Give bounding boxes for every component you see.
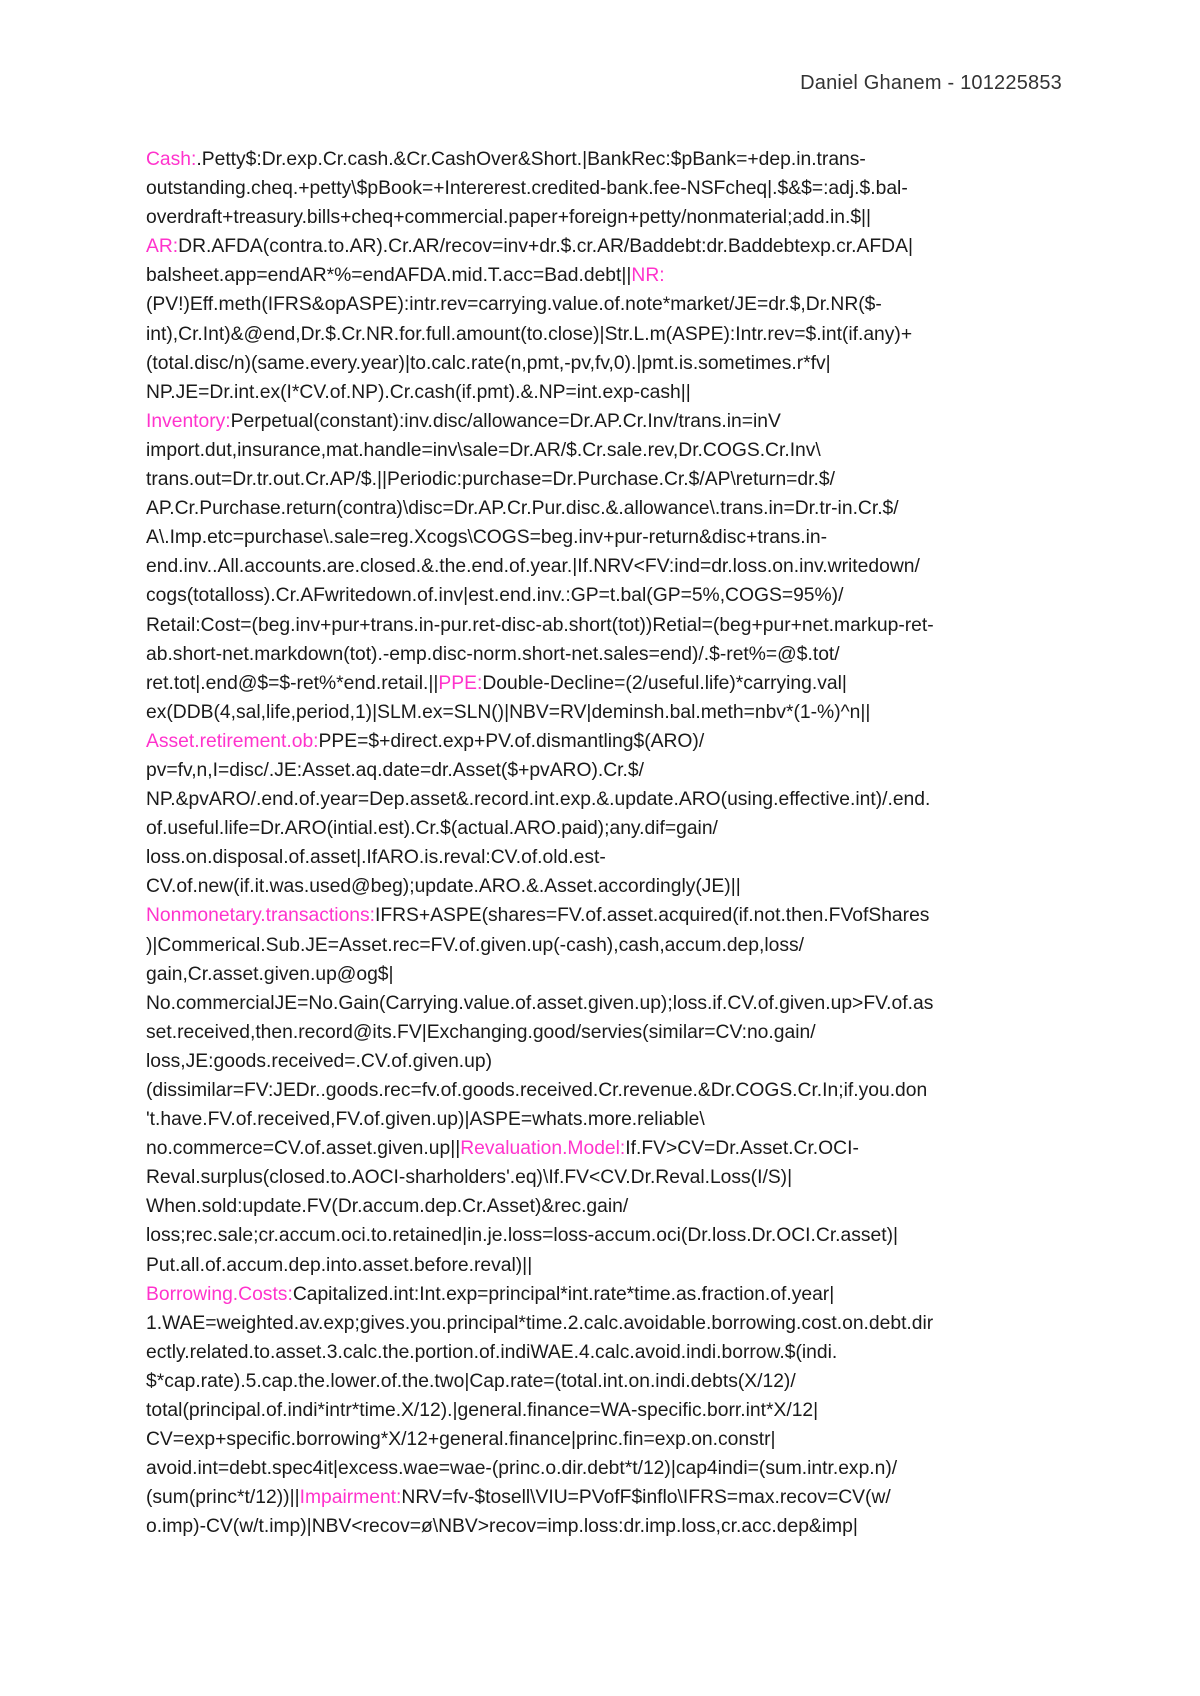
text-line: [146, 960, 1066, 989]
text-line: [146, 931, 1066, 960]
line-text: avoid.int=debt.spec4it|excess.wae=wae-(princ.o.dir.debt*t/12)|cap4indi=(sum.intr.exp.n)/: [146, 1458, 898, 1480]
line-text: no.commerce=CV.of.asset.given.up||: [146, 1138, 461, 1160]
text-line: [146, 1221, 1066, 1250]
text-line: [146, 640, 1066, 669]
section-heading: NR:: [631, 265, 665, 287]
line-text: NP.JE=Dr.int.ex(I*CV.of.NP).Cr.cash(if.pmt).&.NP=int.exp-cash||: [146, 381, 691, 403]
line-text: loss.on.disposal.of.asset|.IfARO.is.reval:CV.of.old.est-: [146, 847, 606, 869]
line-text: cogs(totalloss).Cr.AFwritedown.of.inv|est.end.inv.:GP=t.bal(GP=5%,COGS=95%)/: [146, 585, 844, 607]
author-header: Daniel Ghanem - 101225853: [800, 72, 1062, 94]
text-line: [146, 756, 1066, 785]
line-text: 't.have.FV.of.received,FV.of.given.up)|ASPE=whats.more.reliable\: [146, 1109, 705, 1131]
line-text: DR.AFDA(contra.to.AR).Cr.AR/recov=inv+dr.$.cr.AR/Baddebt:dr.Baddebtexp.cr.AFDA|: [178, 236, 913, 258]
section-heading: PPE:: [438, 672, 483, 694]
line-text: overdraft+treasury.bills+cheq+commercial.paper+foreign+petty/nonmaterial;add.in.$||: [146, 207, 872, 229]
text-line: [146, 1309, 1066, 1338]
text-line: [146, 145, 1066, 174]
text-line: [146, 843, 1066, 872]
text-line: [146, 1454, 1066, 1483]
text-line: [146, 261, 1066, 290]
line-text: Reval.surplus(closed.to.AOCI-sharholders'.eq)\If.FV<CV.Dr.Reval.Loss(I/S)|: [146, 1167, 793, 1189]
line-text: AP.Cr.Purchase.return(contra)\disc=Dr.AP.Cr.Pur.disc.&.allowance\.trans.in=Dr.tr-in.Cr.$/: [146, 498, 899, 520]
text-line: [146, 203, 1066, 232]
text-line: [146, 901, 1066, 930]
line-text: int),Cr.Int)&@end,Dr.$.Cr.NR.for.full.amount(to.close)|Str.L.m(ASPE):Intr.rev=$.int(if.any)+: [146, 323, 913, 345]
line-text: $*cap.rate).5.cap.the.lower.of.the.two|Cap.rate=(total.int.on.indi.debts(X/12)/: [146, 1370, 796, 1392]
line-text: ectly.related.to.asset.3.calc.the.portion.of.indiWAE.4.calc.avoid.indi.borrow.$(indi.: [146, 1341, 838, 1363]
section-heading: Inventory:: [146, 410, 231, 432]
text-line: [146, 232, 1066, 261]
text-line: [146, 989, 1066, 1018]
text-line: [146, 552, 1066, 581]
text-line: [146, 378, 1066, 407]
text-line: [146, 1396, 1066, 1425]
text-line: [146, 785, 1066, 814]
section-heading: AR:: [146, 236, 179, 258]
line-text: NRV=fv-$tosell\VIU=PVofF$inflo\IFRS=max.recov=CV(w/: [401, 1487, 891, 1509]
line-text: of.useful.life=Dr.ARO(intial.est).Cr.$(actual.ARO.paid);any.dif=gain/: [146, 818, 718, 840]
text-line: [146, 1367, 1066, 1396]
line-text: CV=exp+specific.borrowing*X/12+general.finance|princ.fin=exp.on.constr|: [146, 1429, 776, 1451]
line-text: o.imp)-CV(w/t.imp)|NBV<recov=ø\NBV>recov=imp.loss:dr.imp.loss,cr.acc.dep&imp|: [146, 1516, 858, 1538]
text-line: [146, 436, 1066, 465]
line-text: end.inv..All.accounts.are.closed.&.the.end.of.year.|If.NRV<FV:ind=dr.loss.on.inv.writedown/: [146, 556, 920, 578]
line-text: Double-Decline=(2/useful.life)*carrying.val|: [482, 672, 847, 694]
line-text: A\.Imp.etc=purchase\.sale=reg.Xcogs\COGS=beg.inv+pur-return&disc+trans.in-: [146, 527, 828, 549]
line-text: outstanding.cheq.+petty\$pBook=+Intererest.credited-bank.fee-NSFcheq|.$&$=:adj.$.bal-: [146, 178, 908, 200]
line-text: ab.short-net.markdown(tot).-emp.disc-norm.short-net.sales=end)/.$-ret%=@$.tot/: [146, 643, 840, 665]
text-line: [146, 1047, 1066, 1076]
text-line: [146, 494, 1066, 523]
section-heading: Revaluation.Model:: [460, 1138, 626, 1160]
line-text: Perpetual(constant):inv.disc/allowance=Dr.AP.Cr.Inv/trans.in=inV: [230, 410, 781, 432]
text-line: [146, 611, 1066, 640]
line-text: (PV!)Eff.meth(IFRS&opASPE):intr.rev=carrying.value.of.note*market/JE=dr.$,Dr.NR($-: [146, 294, 882, 316]
line-text: ex(DDB(4,sal,life,period,1)|SLM.ex=SLN()|NBV=RV|deminsh.bal.meth=nbv*(1-%)^n||: [146, 701, 871, 723]
line-text: import.dut,insurance,mat.handle=inv\sale=Dr.AR/$.Cr.sale.rev,Dr.COGS.Cr.Inv\: [146, 439, 821, 461]
text-line: [146, 349, 1066, 378]
line-text: NP.&pvARO/.end.of.year=Dep.asset&.record.int.exp.&.update.ARO(using.effective.int)/.end.: [146, 789, 931, 811]
line-text: 1.WAE=weighted.av.exp;gives.you.principal*time.2.calc.avoidable.borrowing.cost.on.debt.dir: [146, 1312, 934, 1334]
section-heading: Cash:: [146, 149, 197, 170]
text-line: [146, 727, 1066, 756]
line-text: total(principal.of.indi*intr*time.X/12).|general.finance=WA-specific.borr.int*X/12|: [146, 1400, 819, 1422]
text-line: [146, 1105, 1066, 1134]
text-line: [146, 523, 1066, 552]
line-text: (dissimilar=FV:JEDr..goods.rec=fv.of.goods.received.Cr.revenue.&Dr.COGS.Cr.In;if.you.don: [146, 1080, 928, 1101]
text-line: [146, 174, 1066, 203]
notes-body: [146, 145, 1066, 1542]
text-line: [146, 1338, 1066, 1367]
line-text: set.received,then.record@its.FV|Exchanging.good/servies(similar=CV:no.gain/: [146, 1021, 816, 1043]
text-line: [146, 290, 1066, 319]
text-line: [146, 1076, 1066, 1105]
line-text: If.FV>CV=Dr.Asset.Cr.OCI-: [625, 1138, 859, 1160]
text-line: [146, 1280, 1066, 1309]
line-text: trans.out=Dr.tr.out.Cr.AP/$.||Periodic:purchase=Dr.Purchase.Cr.$/AP\return=dr.$/: [146, 469, 835, 491]
section-heading: Nonmonetary.transactions:: [146, 905, 375, 927]
text-line: [146, 465, 1066, 494]
text-line: [146, 698, 1066, 727]
line-text: PPE=$+direct.exp+PV.of.dismantling$(ARO)/: [318, 730, 705, 752]
line-text: balsheet.app=endAR*%=endAFDA.mid.T.acc=Bad.debt||: [146, 265, 632, 287]
line-text: (total.disc/n)(same.every.year)|to.calc.rate(n,pmt,-pv,fv,0).|pmt.is.sometimes.r*fv|: [146, 352, 831, 374]
line-text: No.commercialJE=No.Gain(Carrying.value.of.asset.given.up);loss.if.CV.of.given.up>FV.of.as: [146, 992, 934, 1014]
text-line: [146, 1425, 1066, 1454]
section-heading: Asset.retirement.ob:: [146, 730, 319, 752]
section-heading: Borrowing.Costs:: [146, 1283, 293, 1305]
line-text: Put.all.of.accum.dep.into.asset.before.reval)||: [146, 1254, 533, 1276]
line-text: loss,JE:goods.received=.CV.of.given.up): [146, 1050, 493, 1072]
text-line: [146, 669, 1066, 698]
line-text: (sum(princ*t/12))||: [146, 1487, 300, 1509]
text-line: [146, 1512, 1066, 1541]
line-text: Capitalized.int:Int.exp=principal*int.rate*time.as.fraction.of.year|: [292, 1283, 835, 1305]
text-line: [146, 407, 1066, 436]
text-line: [146, 1163, 1066, 1192]
section-heading: Impairment:: [299, 1487, 402, 1509]
text-line: [146, 1134, 1066, 1163]
line-text: When.sold:update.FV(Dr.accum.dep.Cr.Asset)&rec.gain/: [146, 1196, 629, 1218]
text-line: [146, 1192, 1066, 1221]
text-line: [146, 581, 1066, 610]
line-text: IFRS+ASPE(shares=FV.of.asset.acquired(if.not.then.FVofShares: [374, 905, 930, 927]
line-text: loss;rec.sale;cr.accum.oci.to.retained|in.je.loss=loss-accum.oci(Dr.loss.Dr.OCI.Cr.asset)|: [146, 1225, 899, 1247]
line-text: CV.of.new(if.it.was.used@beg);update.ARO.&.Asset.accordingly(JE)||: [146, 876, 741, 898]
line-text: .Petty$:Dr.exp.Cr.cash.&Cr.CashOver&Short.|BankRec:$pBank=+dep.in.trans-: [196, 149, 866, 170]
text-line: [146, 320, 1066, 349]
text-line: [146, 1018, 1066, 1047]
line-text: ret.tot|.end@$=$-ret%*end.retail.||: [146, 672, 439, 694]
line-text: )|Commerical.Sub.JE=Asset.rec=FV.of.given.up(-cash),cash,accum.dep,loss/: [146, 934, 804, 956]
text-line: [146, 814, 1066, 843]
line-text: pv=fv,n,I=disc/.JE:Asset.aq.date=dr.Asset($+pvARO).Cr.$/: [146, 759, 644, 781]
text-line: [146, 1251, 1066, 1280]
line-text: gain,Cr.asset.given.up@og$|: [146, 963, 394, 985]
text-line: [146, 1483, 1066, 1512]
text-line: [146, 872, 1066, 901]
line-text: Retail:Cost=(beg.inv+pur+trans.in-pur.ret-disc-ab.short(tot))Retial=(beg+pur+net.markup-ret-: [146, 614, 934, 636]
